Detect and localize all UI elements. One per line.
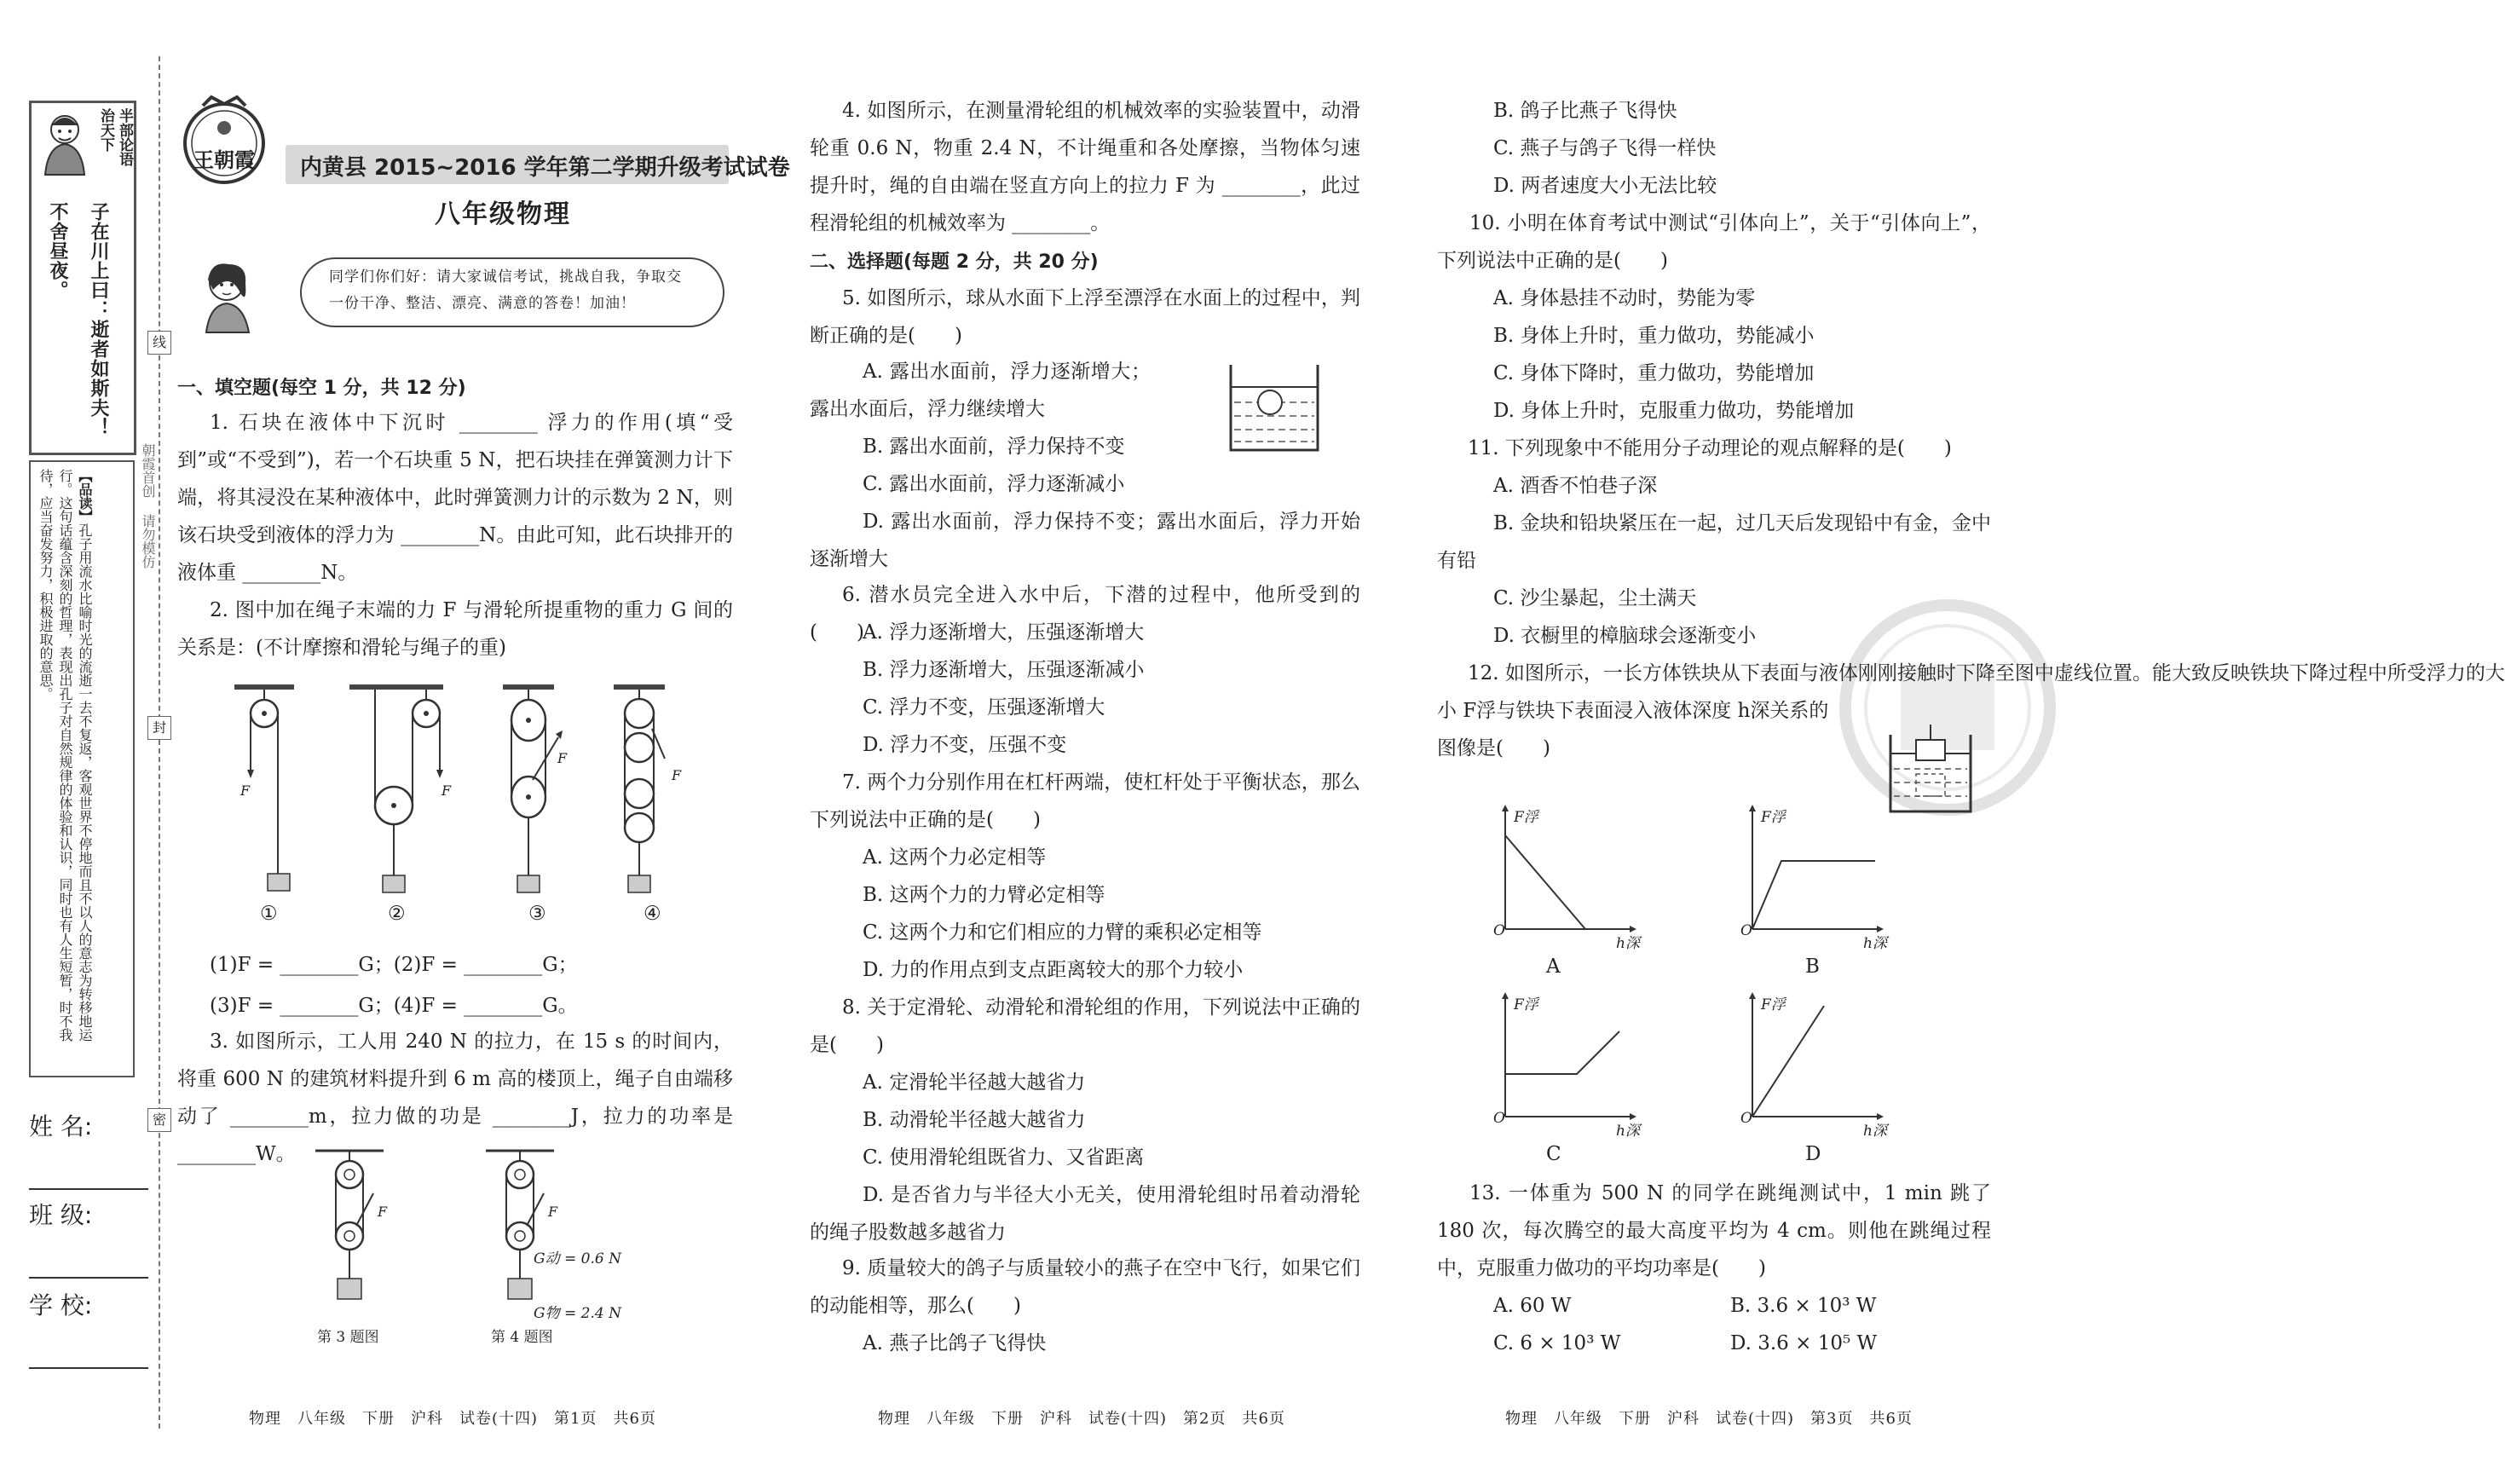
- question-5: 5. 如图所示，球从水面下上浮至漂浮在水面上的过程中，判断正确的是( ): [810, 287, 1360, 347]
- cut-line: [159, 56, 160, 1429]
- question-2: 2. 图中加在绳子末端的力 F 与滑轮所提重物的重力 G 间的关系是：(不计摩擦和滑轮与绳子的重): [177, 599, 733, 659]
- question-13-option-b: B. 3.6 × 10³ W: [1730, 1295, 1877, 1317]
- question-10-option: B. 身体上升时，重力做功，势能减小: [1493, 325, 1815, 347]
- figure-3-4: [307, 1142, 614, 1321]
- question-5-option-d: D. 露出水面前，浮力保持不变；露出水面后，浮力开始逐渐增大: [810, 511, 1360, 570]
- graph-c-xlabel: h深: [1616, 1123, 1640, 1140]
- graph-b-label: B: [1805, 956, 1820, 978]
- quote-header: 半部论语 治天下: [97, 108, 133, 166]
- question-8-option: B. 动滑轮半径越大越省力: [863, 1109, 1086, 1131]
- question-5-option-c: C. 露出水面前，浮力逐渐减小: [863, 473, 1125, 495]
- confucius-illustration: [35, 108, 95, 180]
- speech-bubble-text: 同学们你们好：请大家诚信考试，挑战自我，争取交一份干净、整洁、漂亮、满意的答卷！加油！: [329, 269, 682, 312]
- section-fill-blank: 一、填空题(每空 1 分，共 12 分): [177, 378, 466, 399]
- question-8: 8. 关于定滑轮、动滑轮和滑轮组的作用，下列说法中正确的是( ): [810, 996, 1360, 1056]
- figure-label: ④: [644, 903, 661, 925]
- fig4-dynamic-weight: G动 = 0.6 N: [534, 1250, 621, 1267]
- question-6-option: C. 浮力不变，压强逐渐增大: [863, 696, 1105, 719]
- question-8-option: A. 定滑轮半径越大越省力: [863, 1071, 1086, 1094]
- force-label: F: [557, 750, 568, 766]
- question-5-option-a: A. 露出水面前，浮力逐渐增大；露出水面后，浮力继续增大: [810, 361, 1151, 420]
- force-label: F: [240, 782, 251, 799]
- brand-logo-text: 王朝霞: [193, 147, 255, 172]
- graph-a-label: A: [1546, 956, 1561, 978]
- question-6-option: B. 浮力逐渐增大，压强逐渐减小: [863, 659, 1145, 681]
- question-8-option-d: D. 是否省力与半径大小无关，使用滑轮组时吊着动滑轮的绳子股数越多越省力: [810, 1184, 1360, 1244]
- subject-title: 八年级物理: [435, 199, 571, 229]
- beaker-ball-figure: [1227, 361, 1321, 455]
- question-10: 10. 小明在体育考试中测试“引体向上”，关于“引体向上”，下列说法中正确的是( ): [1437, 212, 1991, 272]
- fig4-object-weight: G物 = 2.4 N: [534, 1305, 621, 1322]
- school-label: 学 校:: [29, 1291, 93, 1319]
- force-label: F: [672, 767, 682, 783]
- question-4: 4. 如图所示，在测量滑轮组的机械效率的实验装置中，动滑轮重 0.6 N，物重 2.4 N，不计绳重和各处摩擦，当物体匀速提升时，绳的自由端在竖直方向上的拉力 F 为 ________，此过程滑轮组的机械效率为 ________。: [810, 100, 1360, 234]
- question-7: 7. 两个力分别作用在杠杆两端，使杠杆处于平衡状态，那么下列说法中正确的是( ): [810, 771, 1360, 831]
- figure-3-caption: 第 3 题图: [317, 1329, 379, 1346]
- page-footer: 物理 八年级 下册 沪科 试卷(十四) 第1页 共6页: [249, 1410, 656, 1428]
- question-9-option-a: A. 燕子比鸽子飞得快: [863, 1332, 1047, 1354]
- question-13: 13. 一体重为 500 N 的同学在跳绳测试中，1 min 跳了 180 次，每次腾空的最大高度平均为 4 cm。则他在跳绳过程中，克服重力做功的平均功率是( ): [1437, 1182, 1991, 1279]
- graph-c-origin: O: [1493, 1110, 1505, 1127]
- question-10-option: A. 身体悬挂不动时，势能为零: [1493, 287, 1756, 309]
- class-input[interactable]: [29, 1275, 148, 1279]
- fig3-pulley: [315, 1151, 384, 1299]
- question-12-line-3: 图像是( ): [1437, 737, 1550, 759]
- question-10-option: D. 身体上升时，克服重力做功，势能增加: [1493, 400, 1855, 422]
- pulley-block-4: [614, 684, 665, 892]
- class-label: 班 级:: [29, 1201, 93, 1229]
- beaker-block-figure: [1884, 723, 1977, 817]
- figure-label: ③: [528, 903, 546, 925]
- name-label: 姓 名:: [29, 1112, 93, 1140]
- question-7-option: A. 这两个力必定相等: [863, 846, 1047, 869]
- graph-c-ylabel: F浮: [1514, 996, 1538, 1013]
- graph-d-ylabel: F浮: [1761, 996, 1786, 1013]
- question-10-option: C. 身体下降时，重力做功，势能增加: [1493, 362, 1815, 384]
- field-name: [29, 1108, 148, 1190]
- graph-a-xlabel: h深: [1616, 935, 1640, 952]
- question-12-line-1: 12. 如图所示，一长方体铁块从下表面与液体刚刚接触时下降至图中虚线位置。能大致反映铁块下降过程中所受浮力的大: [1468, 662, 2505, 684]
- pulley-block-3: [503, 684, 563, 892]
- name-input[interactable]: [29, 1187, 148, 1190]
- graph-c: [1483, 989, 1636, 1134]
- figure-label: ①: [260, 903, 278, 925]
- field-school: [29, 1287, 148, 1369]
- force-label: F: [548, 1204, 558, 1220]
- school-input[interactable]: [29, 1366, 148, 1369]
- question-7-option: B. 这两个力的力臂必定相等: [863, 884, 1105, 906]
- page-footer: 物理 八年级 下册 沪科 试卷(十四) 第2页 共6页: [878, 1410, 1285, 1428]
- question-6: 6. 潜水员完全进入水中后，下潜的过程中，他所受到的( ): [810, 584, 1360, 644]
- cut-mark: 密: [147, 1108, 171, 1132]
- question-6-option: D. 浮力不变，压强不变: [863, 734, 1067, 756]
- graph-a-origin: O: [1493, 922, 1505, 939]
- graph-d-origin: O: [1740, 1110, 1752, 1127]
- question-2-answers-b: (3)F = ________G；(4)F = ________G。: [210, 995, 578, 1017]
- question-8-option: C. 使用滑轮组既省力、又省距离: [863, 1146, 1145, 1169]
- pulley-movable: [349, 684, 443, 892]
- graph-d-label: D: [1805, 1143, 1821, 1165]
- quote-box: [29, 101, 136, 455]
- field-class: [29, 1197, 148, 1279]
- question-5-option-b: B. 露出水面前，浮力保持不变: [863, 436, 1125, 458]
- question-13-option-a: A. 60 W: [1493, 1295, 1572, 1317]
- question-7-option: C. 这两个力和它们相应的力臂的乘积必定相等: [863, 921, 1262, 944]
- question-11-option-d: D. 衣橱里的樟脑球会逐渐变小: [1493, 625, 1757, 647]
- question-12-line-2: 小 F浮与铁块下表面浸入液体深度 h深关系的: [1437, 700, 1829, 722]
- exam-title: 内黄县 2015~2016 学年第二学期升级考试试卷: [300, 155, 790, 181]
- question-1: 1. 石块在液体中下沉时 ________ 浮力的作用(填“受到”或“不受到”)，若一个石块重 5 N，把石块挂在弹簧测力计下端，将其浸没在某种液体中，此时弹簧测力计的示数为 2 N，则该石块受到液体的浮力为 ________N。由此可知，此石块排开的液体重 ________N。: [177, 412, 733, 584]
- graph-b-ylabel: F浮: [1761, 809, 1786, 826]
- graph-d: [1730, 989, 1884, 1134]
- page-footer: 物理 八年级 下册 沪科 试卷(十四) 第3页 共6页: [1505, 1410, 1913, 1428]
- graph-c-label: C: [1546, 1143, 1561, 1165]
- question-9-option: D. 两者速度大小无法比较: [1493, 175, 1717, 197]
- question-11: 11. 下列现象中不能用分子动理论的观点解释的是( ): [1468, 437, 1952, 459]
- pulley-figure: [222, 678, 699, 925]
- cut-mark: 封: [147, 716, 171, 740]
- section-choice: 二、选择题(每题 2 分，共 20 分): [810, 251, 1099, 273]
- question-7-option: D. 力的作用点到支点距离较大的那个力较小: [863, 959, 1244, 981]
- graph-b-origin: O: [1740, 922, 1752, 939]
- question-11-option-b: B. 金块和铅块紧压在一起，过几天后发现铅中有金，金中有铅: [1437, 512, 1991, 572]
- graph-d-xlabel: h深: [1863, 1123, 1887, 1140]
- cut-mark: 线: [147, 331, 171, 355]
- graph-a-ylabel: F浮: [1514, 809, 1538, 826]
- figure-label: ②: [388, 903, 406, 925]
- figure-4-caption: 第 4 题图: [491, 1329, 553, 1346]
- question-11-option-c: C. 沙尘暴起，尘土满天: [1493, 587, 1697, 609]
- brand-logo: [177, 94, 271, 188]
- copyright-note: 朝霞首创 请勿模仿: [140, 443, 156, 569]
- question-13-option-c: C. 6 × 10³ W: [1493, 1332, 1621, 1354]
- graph-b-xlabel: h深: [1863, 935, 1887, 952]
- comment-box: [29, 460, 135, 1077]
- question-13-option-d: D. 3.6 × 10⁵ W: [1730, 1332, 1878, 1354]
- force-label: F: [378, 1204, 388, 1220]
- fig4-pulley: [486, 1151, 554, 1299]
- girl-illustration: [194, 256, 263, 336]
- question-9-option: C. 燕子与鸽子飞得一样快: [1493, 137, 1717, 159]
- question-3: 3. 如图所示，工人用 240 N 的拉力，在 15 s 的时间内，将重 600 N 的建筑材料提升到 6 m 高的楼顶上，绳子自由端移动了 ________m，拉力做的功是 ________J，拉力的功率是 ________W。: [177, 1031, 733, 1165]
- question-6-option: A. 浮力逐渐增大，压强逐渐增大: [863, 621, 1145, 644]
- comment-label: 【品读】: [77, 469, 93, 523]
- question-2-answers-a: (1)F = ________G；(2)F = ________G；: [210, 954, 578, 976]
- graph-a: [1483, 801, 1636, 946]
- question-9-option: B. 鸽子比燕子飞得快: [1493, 100, 1677, 122]
- question-9: 9. 质量较大的鸽子与质量较小的燕子在空中飞行，如果它们的动能相等，那么( ): [810, 1257, 1360, 1317]
- quote-text: 子在川上曰：逝者如斯夫！不舍昼夜。: [47, 202, 109, 437]
- comment-text: 孔子用流水比喻时光的流逝一去不复返，客观世界不停地而且不以人的意志为转移地运行。这句话蕴含深刻的哲理，表现出孔子对自然规律的体验和认识，同时也有人生短暂，时不我待，应当奋发努力，积极进取的意思。: [38, 469, 93, 1042]
- graph-b: [1730, 801, 1884, 946]
- force-label: F: [442, 782, 452, 799]
- question-11-option-a: A. 酒香不怕巷子深: [1493, 475, 1658, 497]
